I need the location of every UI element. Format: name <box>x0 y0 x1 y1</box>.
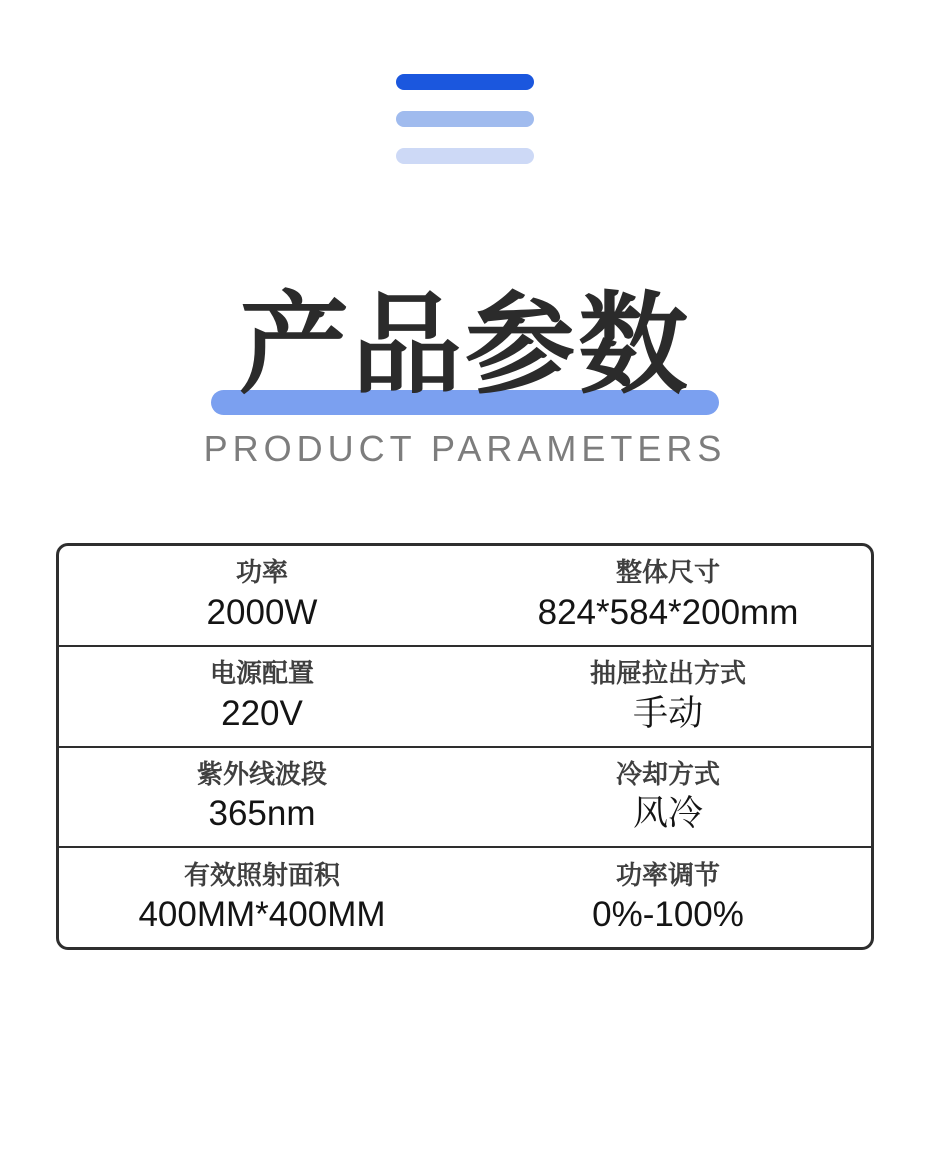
spec-cell-power-supply <box>59 647 465 746</box>
spec-label: 冷却方式 <box>615 758 720 789</box>
spec-row-1 <box>59 546 871 645</box>
spec-cell-overall-size <box>465 546 871 645</box>
spec-value: 风冷 <box>632 794 703 834</box>
page-subtitle: PRODUCT PARAMETERS <box>203 428 727 469</box>
spec-label: 有效照射面积 <box>183 859 340 890</box>
spec-cell-irradiation-area <box>59 848 465 947</box>
spec-label: 电源配置 <box>209 658 314 689</box>
spec-cell-drawer-pull <box>465 647 871 746</box>
spec-label: 功率调节 <box>615 859 720 890</box>
spec-label: 功率 <box>235 557 288 588</box>
spec-value: 824*584*200mm <box>537 592 799 632</box>
decor-bar-bottom <box>396 148 534 164</box>
decor-bar-top <box>396 74 534 90</box>
spec-value: 手动 <box>632 693 703 733</box>
decor-bar-middle <box>396 111 534 127</box>
spec-value: 365nm <box>208 794 316 834</box>
spec-label: 紫外线波段 <box>196 758 327 789</box>
spec-cell-power <box>59 546 465 645</box>
spec-table <box>56 543 874 950</box>
spec-label: 整体尺寸 <box>615 557 720 588</box>
spec-value: 2000W <box>206 592 318 632</box>
spec-row-2 <box>59 645 871 746</box>
page-title: 产品参数 <box>239 284 691 407</box>
spec-cell-cooling <box>465 748 871 847</box>
spec-value: 400MM*400MM <box>138 895 386 935</box>
spec-row-3 <box>59 746 871 847</box>
spec-cell-uv-band <box>59 748 465 847</box>
decor-bars <box>396 74 534 164</box>
spec-cell-power-adjust <box>465 848 871 947</box>
spec-row-4 <box>59 846 871 947</box>
spec-label: 抽屉拉出方式 <box>589 658 746 689</box>
spec-value: 220V <box>221 693 303 733</box>
spec-value: 0%-100% <box>592 895 744 935</box>
